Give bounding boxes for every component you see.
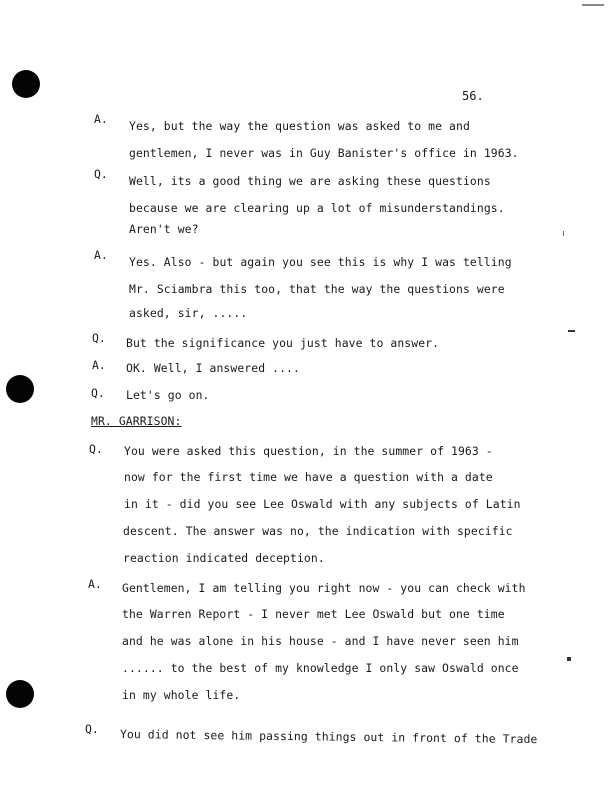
transcript-line: now for the first time we have a question with a date [124, 470, 493, 484]
transcript-line: But the significance you just have to answer. [126, 336, 440, 350]
transcript-line: the Warren Report - I never met Lee Oswald but one time [122, 607, 505, 621]
transcript-line: because we are clearing up a lot of misunderstandings. [129, 201, 505, 215]
scan-mark [568, 330, 575, 332]
scan-mark [563, 231, 564, 236]
transcript-line: reaction indicated deception. [123, 551, 325, 565]
transcript-line: in my whole life. [122, 688, 241, 702]
question-label: Q. [94, 167, 108, 181]
transcript-line: gentlemen, I never was in Guy Banister's office in 1963. [129, 146, 519, 160]
question-label: Q. [85, 722, 99, 736]
transcript-line: Yes. Also - but again you see this is why I was telling [129, 255, 512, 269]
question-label: Q. [91, 386, 105, 400]
answer-label: A. [88, 577, 102, 591]
punch-hole-top [12, 70, 40, 98]
punch-hole-middle [6, 375, 34, 403]
answer-label: A. [94, 248, 108, 262]
question-label: Q. [89, 442, 103, 456]
transcript-line: You were asked this question, in the summer of 1963 - [124, 444, 493, 458]
transcript-line: ...... to the best of my knowledge I only saw Oswald once [122, 661, 519, 675]
scan-mark [567, 657, 571, 661]
transcript-line: Aren't we? [129, 222, 199, 236]
punch-hole-bottom [6, 680, 34, 708]
transcript-line: Mr. Sciambra this too, that the way the questions were [129, 282, 505, 296]
transcript-line: and he was alone in his house - and I have never seen him [122, 634, 519, 648]
transcript-line: Gentlemen, I am telling you right now - you can check with [122, 581, 526, 595]
transcript-line: in it - did you see Lee Oswald with any subjects of Latin [124, 497, 521, 511]
transcript-line: OK. Well, I answered .... [126, 361, 300, 375]
answer-label: A. [92, 358, 106, 372]
transcript-line: You did not see him passing things out in front of the Trade [119, 727, 538, 747]
speaker-heading: MR. GARRISON: [91, 414, 182, 428]
transcript-line: descent. The answer was no, the indication with specific [123, 524, 513, 538]
transcript-line: asked, sir, ..... [129, 306, 248, 320]
transcript-line: Let's go on. [126, 388, 210, 402]
question-label: Q. [92, 331, 106, 345]
transcript-line: Yes, but the way the question was asked to me and [129, 119, 470, 133]
transcript-line: Well, its a good thing we are asking these questions [129, 174, 491, 188]
page-number: 56. [462, 89, 484, 103]
answer-label: A. [94, 112, 108, 126]
scan-mark [582, 4, 604, 6]
